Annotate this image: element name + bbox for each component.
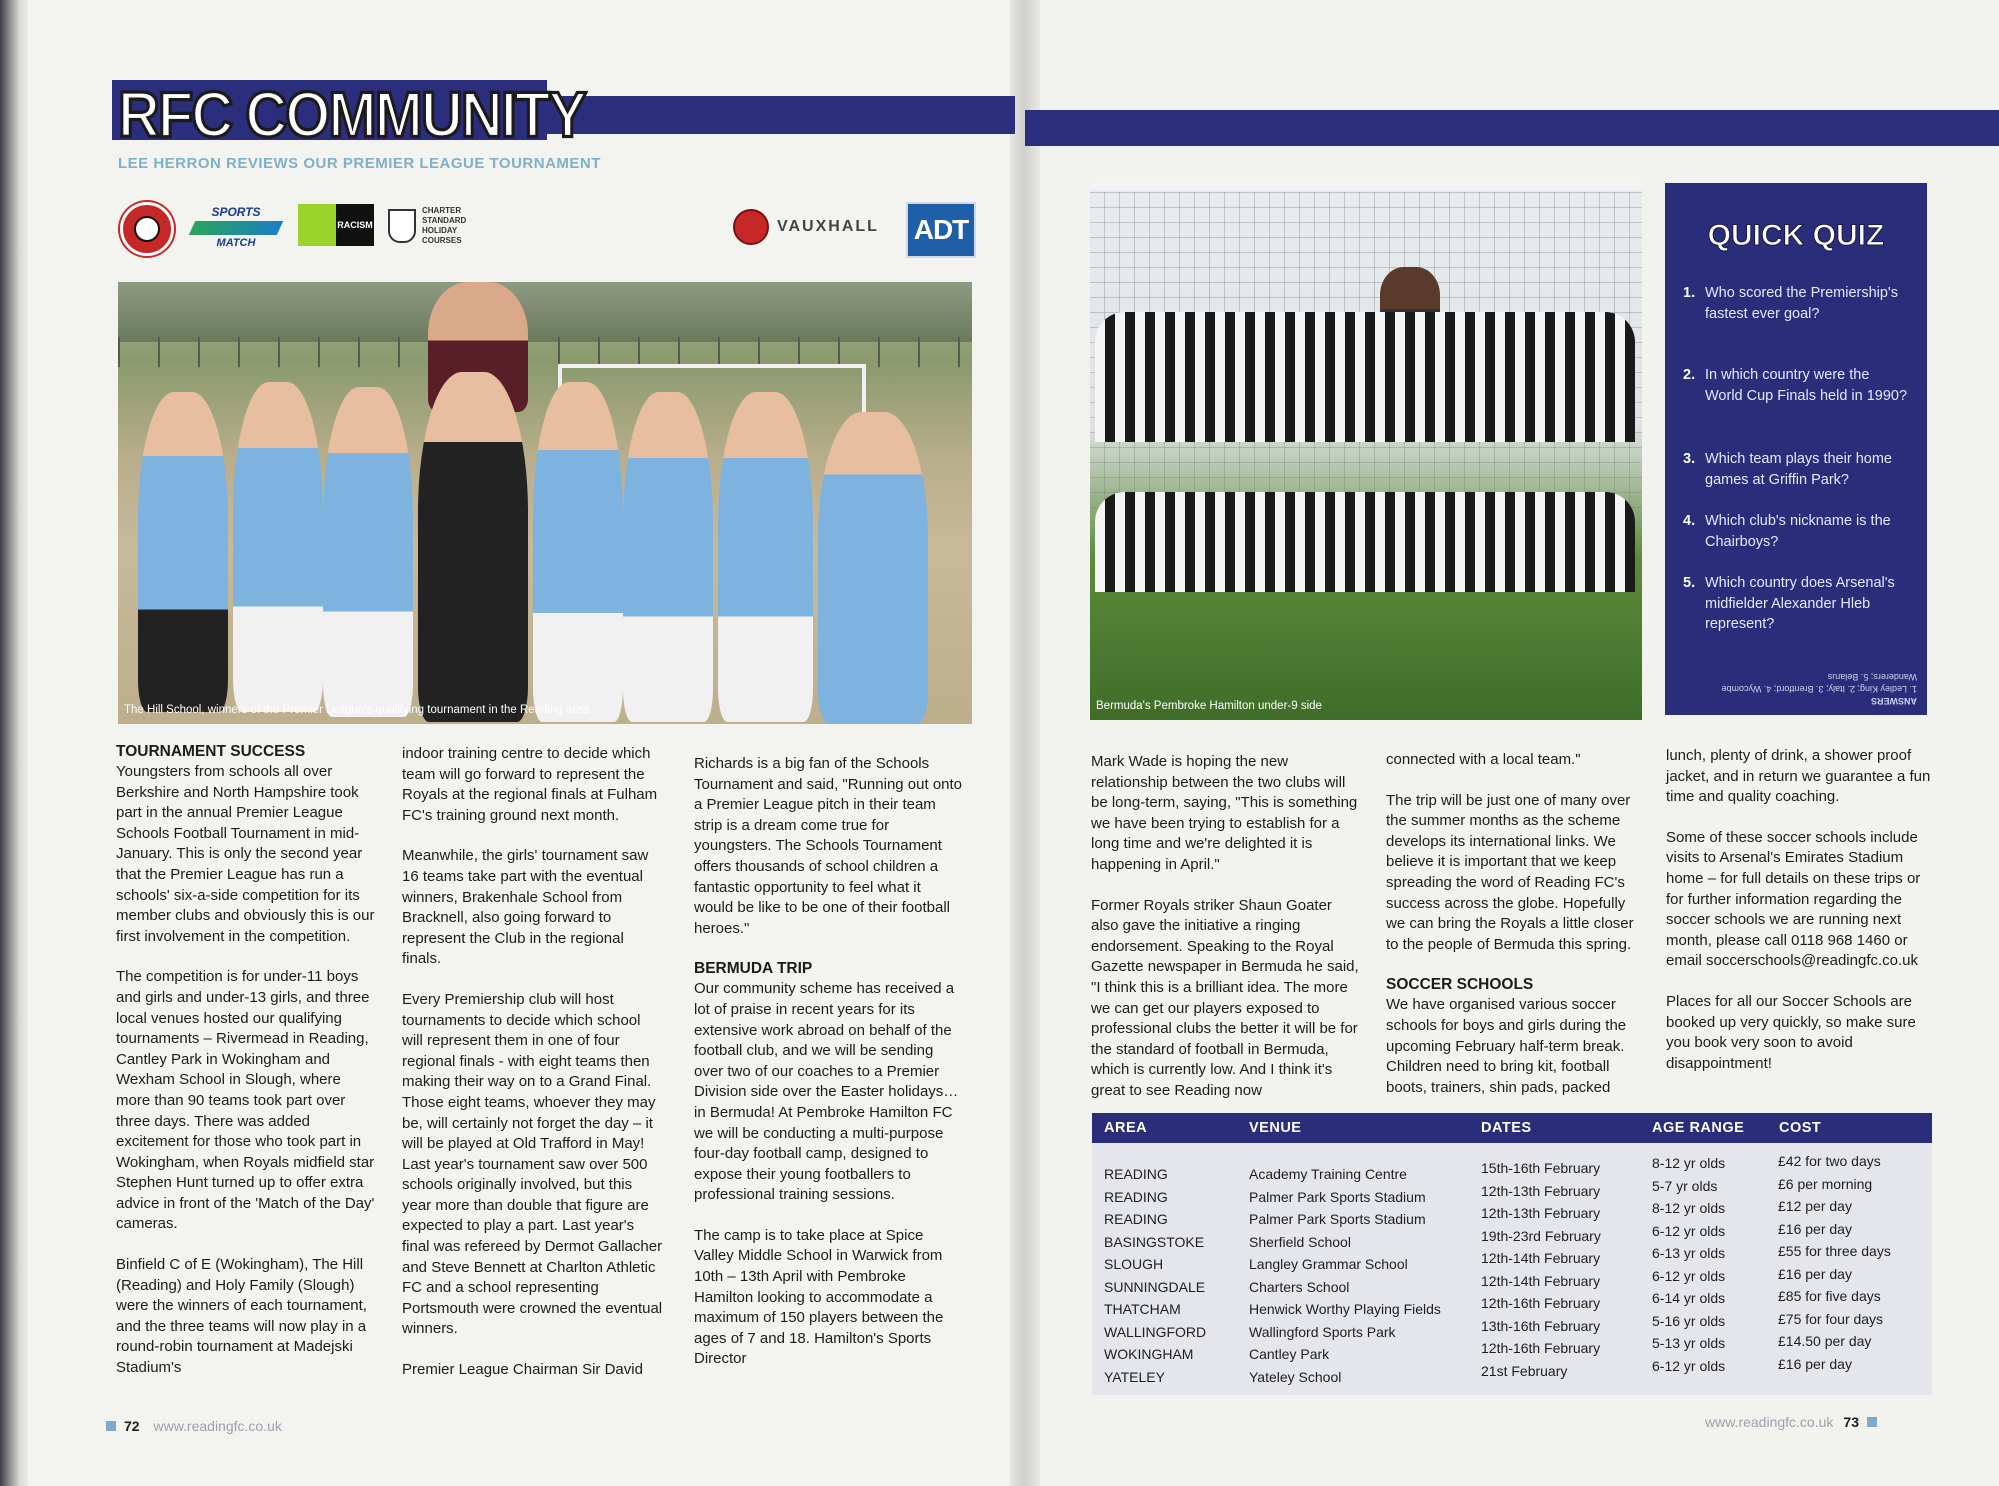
front-row-players (1095, 492, 1635, 592)
footer-url: www.readingfc.co.uk (1705, 1414, 1834, 1430)
quiz-question-number: 5. (1683, 575, 1696, 591)
article-column-1 (116, 742, 378, 1399)
table-cell-cost: £16 per day (1778, 1265, 1852, 1282)
table-cell-dates: 15th-16th February (1481, 1160, 1601, 1176)
table-cell-dates: 12th-14th February (1481, 1272, 1601, 1289)
table-cell-venue: Palmer Park Sports Stadium (1249, 1188, 1426, 1205)
magazine-page-edge (0, 0, 28, 1486)
table-cell-age: 8-12 yr olds (1652, 1200, 1726, 1216)
page-number: 72 (124, 1418, 140, 1434)
quiz-question (1683, 573, 1913, 635)
table-cell-age: 8-12 yr olds (1652, 1155, 1726, 1171)
table-cell-area: SLOUGH (1104, 1256, 1164, 1272)
table-cell-cost: £16 per day (1778, 1355, 1852, 1372)
table-cell-venue: Palmer Park Sports Stadium (1249, 1211, 1426, 1227)
table-cell-age: 5-13 yr olds (1652, 1335, 1726, 1351)
article-paragraph: Youngsters from schools all over Berkshire and North Hampshire took part in the annual Premier League Schools Football Tournament in mid-January. This is only the second year that the Premier League has run a schools' six-a-side competition for its member clubs and obviously this is our first involvement in the competition. (116, 763, 375, 945)
fa-shield-icon (388, 209, 416, 243)
article-paragraph: Our community scheme has received a lot of praise in recent years for its extensive work abroad on behalf of the football club, and we will be sending over two of our coaches to a Premier Division side over the Easter holidays…in Bermuda! At Pembroke Hamilton FC we will be conducting a multi-purpose four-day football camp, designed to expose their young footballers to professional training sessions. (694, 980, 959, 1204)
adt-logo (906, 202, 976, 258)
article-subheading: LEE HERRON REVIEWS OUR PREMIER LEAGUE TOURNAMENT (118, 155, 601, 172)
table-cell-cost: £6 per morning (1778, 1175, 1873, 1192)
vauxhall-text: VAUXHALL (777, 218, 879, 235)
article-column-4 (1091, 752, 1361, 1122)
quiz-question-number: 2. (1683, 367, 1696, 383)
table-header-cost: COST (1779, 1120, 1822, 1136)
fa-charter-logo (388, 204, 478, 248)
section-heading-bermuda-trip: BERMUDA TRIP (694, 960, 813, 978)
table-cell-area: BASINGSTOKE (1104, 1233, 1205, 1250)
table-cell-cost: £16 per day (1778, 1220, 1852, 1237)
magazine-spine (1010, 0, 1040, 1486)
left-page-footer (106, 1418, 282, 1434)
table-cell-cost: £55 for three days (1778, 1243, 1891, 1259)
quick-quiz-box (1665, 183, 1927, 715)
table-cell-age: 5-7 yr olds (1652, 1177, 1718, 1194)
quiz-question (1683, 365, 1913, 406)
quiz-answers-label: ANSWERS (1870, 696, 1917, 706)
table-column-cost (1778, 1150, 1891, 1375)
table-cell-venue: Charters School (1249, 1278, 1350, 1295)
football-icon (134, 216, 160, 242)
table-cell-venue: Langley Grammar School (1249, 1256, 1408, 1272)
table-cell-area: WALLINGFORD (1104, 1323, 1207, 1340)
page-title: RFC COMMUNITY (118, 79, 585, 151)
vauxhall-logo (733, 204, 893, 250)
table-column-area (1104, 1163, 1206, 1388)
table-column-venue (1249, 1163, 1441, 1388)
back-row-players (1095, 312, 1635, 442)
article-paragraph: Places for all our Soccer Schools are booked up very quickly, so make sure you book very soon to avoid disappointment! (1666, 992, 1916, 1072)
article-paragraph: The trip will be just one of many over the summer months as the scheme develops its international links. We believe it is important that we keep spreading the word of Reading FC's success across the globe. Hopefully we can bring the Royals a little closer to the people of Bermuda this spring. (1386, 791, 1634, 953)
sports-match-bottom-text: MATCH (216, 237, 256, 249)
table-cell-area: THATCHAM (1104, 1301, 1181, 1317)
table-cell-dates: 19th-23rd February (1481, 1227, 1601, 1244)
article-paragraph: Some of these soccer schools include visits to Arsenal's Emirates Stadium home – for full details on these trips or for further information regarding the soccer schools we are running next month, please call 0118 968 1460 or email soccerschools@readingfc.co.uk (1666, 828, 1921, 970)
table-cell-age: 6-12 yr olds (1652, 1222, 1726, 1239)
table-cell-age: 6-12 yr olds (1652, 1357, 1726, 1374)
footer-square-icon (1867, 1417, 1877, 1427)
table-cell-venue: Cantley Park (1249, 1346, 1330, 1362)
table-header-area: AREA (1104, 1120, 1148, 1136)
sports-match-top-text: SPORTS (211, 205, 261, 219)
quiz-question-text: Who scored the Premiership's fastest ever goal? (1705, 285, 1898, 322)
photo-fence (118, 337, 972, 367)
table-cell-cost: £14.50 per day (1778, 1333, 1872, 1349)
photo-sky (118, 282, 972, 342)
table-cell-venue: Henwick Worthy Playing Fields (1249, 1301, 1441, 1317)
hill-school-team-photo (118, 282, 972, 724)
article-paragraph: connected with a local team." (1386, 751, 1581, 768)
table-cell-dates: 12th-13th February (1481, 1182, 1601, 1199)
article-paragraph: Premier League Chairman Sir David (402, 1361, 643, 1379)
quiz-question-text: Which country does Arsenal's midfielder Alexander Hleb represent? (1705, 575, 1895, 632)
table-cell-age: 6-12 yr olds (1652, 1267, 1726, 1284)
table-cell-cost: £12 per day (1778, 1198, 1852, 1214)
article-paragraph: Former Royals striker Shaun Goater also gave the initiative a ringing endorsement. Speaking to the Royal Gazette newspaper in Bermuda he said, "I think this is a brilliant idea. The more we can get our players exposed to professional clubs the better it will be for the standard of football in Bermuda, which is currently low. And I think it's great to see Reading now (1091, 896, 1359, 1099)
table-cell-dates: 12th-14th February (1481, 1250, 1601, 1266)
quiz-answers-text: 1. Ledley King; 2. Italy; 3. Brentford; 4. Wycombe Wanderers; 5. Belarus (1721, 672, 1917, 694)
sports-match-swoosh-icon (189, 221, 284, 235)
table-header-venue: VENUE (1249, 1120, 1302, 1136)
article-paragraph: The competition is for under-11 boys and girls and under-13 girls, and three local venues hosted our qualifying tournaments – Rivermead in Reading, Cantley Park in Wokingham and Wexham School in Slough, where more than 90 teams took part over three days. There was added excitement for those who took part in Wokingham, when Royals midfield star Stephen Hunt turned up to offer extra advice in front of the 'Match of the Day' cameras. (116, 968, 375, 1233)
header-bar-right (1025, 110, 1999, 146)
child-figure (818, 412, 928, 724)
table-cell-dates: 13th-16th February (1481, 1317, 1601, 1334)
quiz-question-number: 4. (1683, 513, 1696, 529)
right-page-footer (1705, 1414, 1877, 1430)
table-cell-age: 5-16 yr olds (1652, 1312, 1726, 1329)
kick-racism-text: RACISM (337, 220, 373, 230)
left-photo-caption: The Hill School, winners of the Premier League's qualifying tournament in the Reading area (124, 704, 590, 716)
table-cell-venue: Sherfield School (1249, 1233, 1351, 1250)
article-paragraph: We have organised various soccer schools for boys and girls during the upcoming February half-term break. Children need to bring kit, football boots, trainers, shin pads, packed (1386, 996, 1627, 1096)
pembroke-hamilton-team-photo (1090, 182, 1642, 720)
table-cell-dates: 21st February (1481, 1362, 1568, 1379)
football-club-crest-logo (120, 202, 174, 256)
article-column-3 (694, 754, 964, 1390)
child-figure (418, 372, 528, 722)
table-cell-dates: 12th-16th February (1481, 1340, 1601, 1356)
table-cell-age: 6-14 yr olds (1652, 1290, 1726, 1306)
table-cell-venue: Wallingford Sports Park (1249, 1323, 1396, 1340)
right-photo-caption: Bermuda's Pembroke Hamilton under-9 side (1096, 700, 1322, 712)
page-number: 73 (1843, 1414, 1859, 1430)
table-cell-area: WOKINGHAM (1104, 1346, 1194, 1362)
article-paragraph: Binfield C of E (Wokingham), The Hill (Reading) and Holy Family (Slough) were the winners of each tournament, and the three teams will now play in a round-robin tournament at Madejski Stadium's (116, 1256, 367, 1377)
quiz-answers-upside-down (1675, 671, 1917, 707)
article-paragraph: Every Premiership club will host tournaments to decide which school will represent them in one of four regional finals - with eight teams then making their way on to a Grand Final. Those eight teams, whoever they may be, will certainly not forget the day – it will be played at Old Trafford in May! Last year's tournament saw over 500 schools originally involved, but this year more than double that figure are expected to play a part. Last year's final was refereed by Dermot Gallacher and Steve Bennett at Charlton Athletic FC and a school representing Portsmouth were crowned the eventual winners. (402, 990, 663, 1338)
sports-match-logo (186, 204, 286, 250)
quiz-question-text: In which country were the World Cup Finals held in 1990? (1705, 367, 1908, 404)
article-paragraph: indoor training centre to decide which team will go forward to represent the Royals at the regional finals at Fulham FC's training ground next month. (402, 745, 658, 824)
table-cell-dates: 12th-13th February (1481, 1205, 1601, 1221)
article-column-6 (1666, 746, 1936, 1094)
table-header-age-range: AGE RANGE (1652, 1120, 1745, 1136)
quiz-question-number: 1. (1683, 285, 1696, 301)
header-bar-left (540, 96, 1015, 134)
child-figure (623, 392, 713, 722)
table-cell-cost: £85 for five days (1778, 1288, 1881, 1304)
table-cell-venue: Yateley School (1249, 1368, 1342, 1385)
table-header-dates: DATES (1481, 1120, 1532, 1136)
child-figure (138, 392, 228, 712)
table-column-age-range (1652, 1152, 1725, 1377)
fa-charter-text: CHARTER STANDARD HOLIDAY COURSES (422, 206, 467, 245)
section-heading-soccer-schools: SOCCER SCHOOLS (1386, 976, 1534, 994)
quiz-question-number: 3. (1683, 451, 1696, 467)
quiz-question (1683, 511, 1913, 552)
quiz-question (1683, 283, 1913, 324)
child-figure (718, 392, 813, 722)
child-figure (323, 387, 413, 717)
quiz-question-text: Which club's nickname is the Chairboys? (1705, 513, 1891, 550)
child-figure (233, 382, 323, 712)
table-cell-cost: £42 for two days (1778, 1153, 1881, 1169)
table-cell-dates: 12th-16th February (1481, 1295, 1601, 1311)
table-cell-area: READING (1104, 1166, 1168, 1182)
article-paragraph: lunch, plenty of drink, a shower proof jacket, and in return we guarantee a fun time and quality coaching. (1666, 747, 1931, 806)
table-cell-area: READING (1104, 1188, 1168, 1205)
table-cell-area: SUNNINGDALE (1104, 1278, 1206, 1295)
article-paragraph: Mark Wade is hoping the new relationship between the two clubs will be long-term, saying, "This is something we have been trying to establish for a long time and we're delighted it is happening in April." (1091, 753, 1358, 873)
photo-goal-frame (1090, 182, 1642, 190)
table-cell-cost: £75 for four days (1778, 1310, 1884, 1327)
article-paragraph: Richards is a big fan of the Schools Tournament and said, "Running out onto a Premier League pitch in their team strip is a dream come true for youngsters. The Schools Tournament offers thousands of school children a fantastic opportunity to feel what it would be like to be one of their football heroes." (694, 755, 963, 937)
table-column-dates (1481, 1157, 1601, 1382)
table-cell-area: YATELEY (1104, 1368, 1165, 1385)
section-heading-tournament-success: TOURNAMENT SUCCESS (116, 743, 306, 760)
quiz-question (1683, 449, 1913, 490)
article-paragraph: Meanwhile, the girls' tournament saw 16 teams take part with the eventual winners, Brakenhale School from Bracknell, also going forward to represent the Club in the regional finals. (402, 847, 649, 968)
footer-square-icon (106, 1421, 116, 1431)
quiz-title: QUICK QUIZ (1707, 219, 1885, 252)
table-cell-venue: Academy Training Centre (1249, 1166, 1407, 1182)
adt-text: ADT (913, 214, 969, 245)
child-figure (533, 382, 623, 722)
article-column-5 (1386, 750, 1648, 1118)
table-cell-area: READING (1104, 1211, 1168, 1227)
footer-url: www.readingfc.co.uk (153, 1418, 282, 1434)
kick-racism-logo (298, 204, 374, 246)
quiz-question-text: Which team plays their home games at Griffin Park? (1705, 451, 1892, 488)
vauxhall-griffin-icon (733, 209, 769, 245)
article-paragraph: The camp is to take place at Spice Valley Middle School in Warwick from 10th – 13th April with Pembroke Hamilton looking to accommodate a maximum of 150 players between the ages of 7 and 18. Hamilton's Sports Director (694, 1226, 944, 1368)
kick-racism-green-panel-icon (298, 204, 336, 246)
article-column-2 (402, 744, 664, 1401)
table-cell-age: 6-13 yr olds (1652, 1245, 1726, 1261)
